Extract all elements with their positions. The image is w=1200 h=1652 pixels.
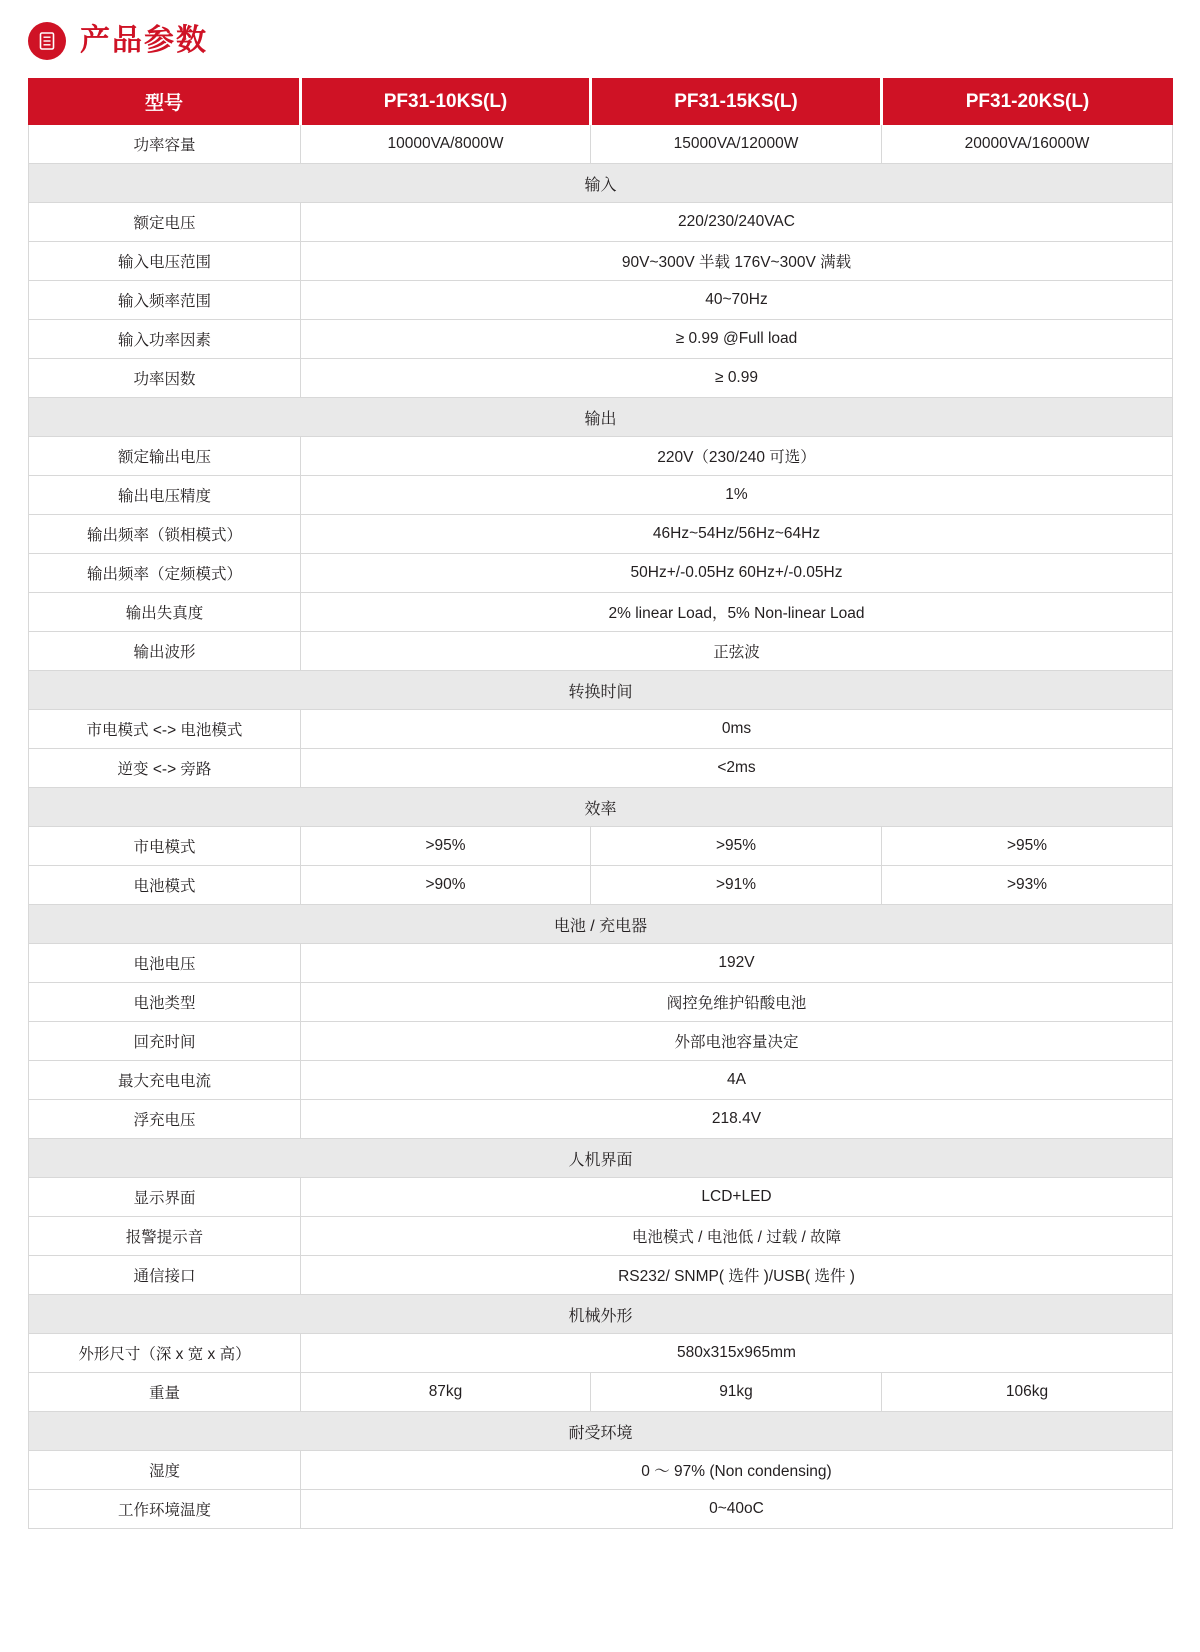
table-section-row [29,1412,1173,1451]
column-header-model-3: PF31-20KS(L) [882,79,1173,125]
section-title: 机械外形 [29,1295,1173,1334]
table-row [29,476,1173,515]
row-value: 10000VA/8000W [301,125,591,164]
row-label: 功率容量 [29,125,301,164]
table-section-row [29,671,1173,710]
row-value: ≥ 0.99 [301,359,1173,398]
section-title: 输入 [29,164,1173,203]
row-value: LCD+LED [301,1178,1173,1217]
row-label: 市电模式 [29,827,301,866]
row-value: 106kg [882,1373,1173,1412]
table-row [29,242,1173,281]
row-value: <2ms [301,749,1173,788]
row-label: 浮充电压 [29,1100,301,1139]
row-label: 湿度 [29,1451,301,1490]
spec-table [28,78,1173,1529]
row-value: ≥ 0.99 @Full load [301,320,1173,359]
row-value: 电池模式 / 电池低 / 过载 / 故障 [301,1217,1173,1256]
row-label: 最大充电电流 [29,1061,301,1100]
row-value: 阀控免维护铅酸电池 [301,983,1173,1022]
row-label: 输出失真度 [29,593,301,632]
row-value: 46Hz~54Hz/56Hz~64Hz [301,515,1173,554]
row-value: 外部电池容量决定 [301,1022,1173,1061]
section-title: 人机界面 [29,1139,1173,1178]
table-header-row [29,79,1173,125]
table-row [29,632,1173,671]
table-row [29,320,1173,359]
row-label: 输入频率范围 [29,281,301,320]
row-label: 额定输出电压 [29,437,301,476]
table-row [29,944,1173,983]
row-label: 重量 [29,1373,301,1412]
table-row [29,827,1173,866]
table-row [29,359,1173,398]
row-value: 0~40oC [301,1490,1173,1529]
table-row [29,515,1173,554]
row-value: 50Hz+/-0.05Hz 60Hz+/-0.05Hz [301,554,1173,593]
page-header [0,0,1200,78]
page-title: 产品参数 [80,24,208,57]
list-document-icon [28,22,66,60]
row-value: >95% [882,827,1173,866]
row-label: 输出电压精度 [29,476,301,515]
row-label: 额定电压 [29,203,301,242]
table-row [29,1334,1173,1373]
row-value: >93% [882,866,1173,905]
row-value: 90V~300V 半载 176V~300V 满载 [301,242,1173,281]
table-row [29,983,1173,1022]
row-value: >95% [591,827,882,866]
table-row [29,125,1173,164]
table-row [29,866,1173,905]
row-value: >90% [301,866,591,905]
row-label: 输出频率（锁相模式） [29,515,301,554]
table-section-row [29,1139,1173,1178]
row-label: 通信接口 [29,1256,301,1295]
row-value: 580x315x965mm [301,1334,1173,1373]
row-value: 0ms [301,710,1173,749]
section-title: 输出 [29,398,1173,437]
table-row [29,1022,1173,1061]
row-value: 正弦波 [301,632,1173,671]
table-section-row [29,164,1173,203]
column-header-model-1: PF31-10KS(L) [301,79,591,125]
row-label: 显示界面 [29,1178,301,1217]
row-value: 218.4V [301,1100,1173,1139]
row-value: 20000VA/16000W [882,125,1173,164]
table-row [29,749,1173,788]
row-value: 1% [301,476,1173,515]
row-value: 87kg [301,1373,591,1412]
column-header-model: 型号 [29,79,301,125]
table-row [29,1451,1173,1490]
section-title: 转换时间 [29,671,1173,710]
row-value: >91% [591,866,882,905]
row-label: 输出频率（定频模式） [29,554,301,593]
table-row [29,1100,1173,1139]
row-value: 40~70Hz [301,281,1173,320]
table-section-row [29,1295,1173,1334]
row-label: 逆变 <-> 旁路 [29,749,301,788]
table-row [29,593,1173,632]
row-label: 报警提示音 [29,1217,301,1256]
row-label: 输出波形 [29,632,301,671]
table-row [29,281,1173,320]
row-label: 外形尺寸（深 x 宽 x 高） [29,1334,301,1373]
row-label: 输入电压范围 [29,242,301,281]
table-row [29,437,1173,476]
row-label: 功率因数 [29,359,301,398]
section-title: 效率 [29,788,1173,827]
column-header-model-2: PF31-15KS(L) [591,79,882,125]
row-value: 15000VA/12000W [591,125,882,164]
table-row [29,203,1173,242]
table-row [29,1178,1173,1217]
row-label: 市电模式 <-> 电池模式 [29,710,301,749]
spec-table-wrap [0,78,1200,1529]
table-section-row [29,398,1173,437]
section-title: 电池 / 充电器 [29,905,1173,944]
table-row [29,1217,1173,1256]
row-value: 91kg [591,1373,882,1412]
row-value: RS232/ SNMP( 选件 )/USB( 选件 ) [301,1256,1173,1295]
table-row [29,1373,1173,1412]
row-value: 0 ～ 97% (Non condensing) [301,1451,1173,1490]
table-row [29,1490,1173,1529]
table-row [29,1061,1173,1100]
row-value: 2% linear Load，5% Non-linear Load [301,593,1173,632]
row-value: 220/230/240VAC [301,203,1173,242]
table-row [29,554,1173,593]
table-section-row [29,788,1173,827]
row-value: 192V [301,944,1173,983]
row-label: 电池电压 [29,944,301,983]
row-value: >95% [301,827,591,866]
row-label: 回充时间 [29,1022,301,1061]
row-value: 4A [301,1061,1173,1100]
table-row [29,710,1173,749]
section-title: 耐受环境 [29,1412,1173,1451]
row-value: 220V（230/240 可选） [301,437,1173,476]
row-label: 电池类型 [29,983,301,1022]
table-section-row [29,905,1173,944]
table-row [29,1256,1173,1295]
row-label: 电池模式 [29,866,301,905]
row-label: 工作环境温度 [29,1490,301,1529]
row-label: 输入功率因素 [29,320,301,359]
